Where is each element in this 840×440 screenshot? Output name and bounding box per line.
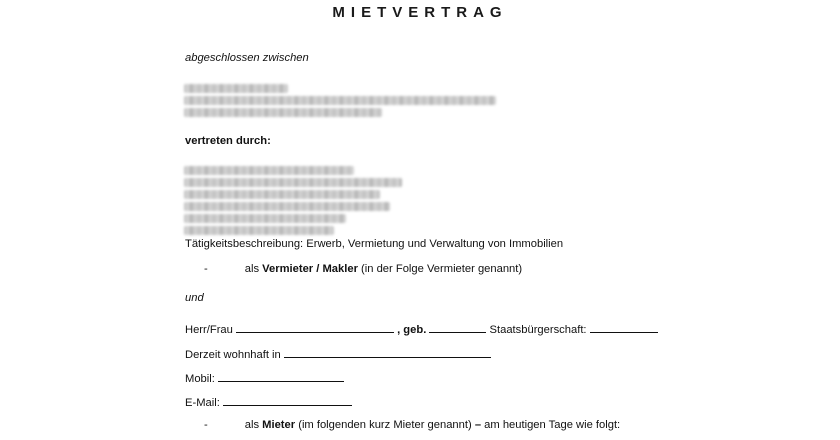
address-field[interactable] [284,346,491,358]
document-title: MIETVERTRAG [332,4,508,21]
landlord-suffix: (in der Folge Vermieter genannt) [357,263,523,275]
email-field[interactable] [223,394,352,406]
email-label: E-Mail: [185,397,220,409]
landlord-role-line [204,262,522,276]
redacted-line [184,214,346,223]
redacted-line [184,108,382,117]
citizenship-label: Staatsbürgerschaft: [489,324,587,336]
birth-date-field[interactable] [429,321,486,333]
name-label: Herr/Frau [185,324,233,336]
landlord-prefix: als [244,263,263,275]
tenant-role-line [204,418,620,432]
redacted-line [184,226,334,235]
tenant-dash: – [474,419,482,431]
redacted-line [184,202,390,211]
mobile-field[interactable] [218,370,344,382]
tenant-suffix: am heutigen Tage wie folgt: [481,419,621,431]
citizenship-field[interactable] [590,321,658,333]
address-line [185,346,491,362]
landlord-role: Vermieter / Makler [262,263,358,275]
redacted-line [184,166,354,175]
redacted-line [184,96,496,105]
represented-label: vertreten durch: [185,135,271,147]
tenant-prefix: als [244,419,263,431]
redacted-line [184,84,288,93]
birth-label: , geb. [397,324,427,336]
and-text: und [185,292,204,304]
tenant-middle: (im folgenden kurz Mieter genannt) [295,419,475,431]
redacted-line [184,190,380,199]
name-birth-citizenship-line [185,321,658,337]
mobile-line [185,370,344,386]
intro-text: abgeschlossen zwischen [185,52,309,64]
redacted-line [184,178,402,187]
email-line [185,394,352,410]
bullet-dash: - [204,263,208,275]
bullet-dash: - [204,419,208,431]
mobile-label: Mobil: [185,373,215,385]
activity-description: Tätigkeitsbeschreibung: Erwerb, Vermietung und Verwaltung von Immobilien [185,238,564,250]
name-field[interactable] [236,321,394,333]
address-label: Derzeit wohnhaft in [185,349,281,361]
tenant-role: Mieter [262,419,296,431]
